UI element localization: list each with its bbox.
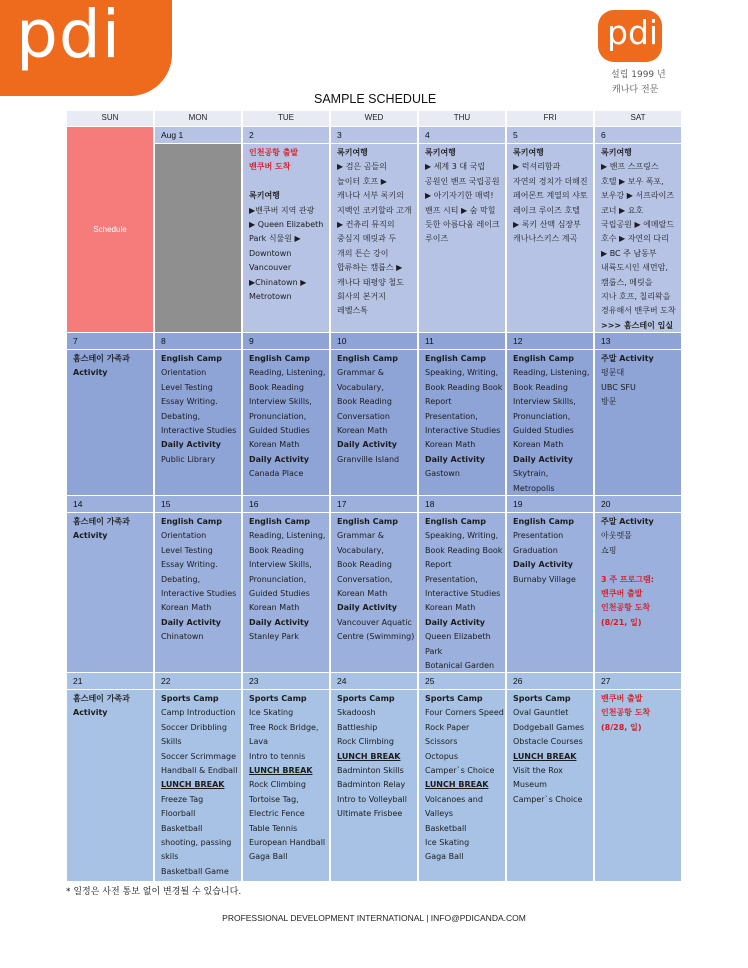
day-cell: [67, 513, 153, 672]
schedule-line: Reading, Listening,: [249, 531, 326, 541]
schedule-line: Vocabulary,: [337, 545, 384, 555]
schedule-line: Interactive Studies: [161, 589, 237, 599]
schedule-line: Interview Skills,: [249, 560, 312, 570]
pdi-logo-large: [0, 0, 172, 96]
day-number: 24: [331, 673, 417, 689]
schedule-line: Essay Writing.: [161, 397, 218, 407]
schedule-line: Canada Place: [249, 469, 304, 479]
day-number: 14: [67, 496, 153, 512]
day-cell: [419, 144, 505, 332]
schedule-line: 지나 호프, 칠리왁을: [601, 292, 671, 302]
schedule-line: Korean Math: [513, 440, 564, 450]
day-cell: [155, 350, 241, 495]
schedule-line: European Handball: [249, 838, 326, 848]
schedule-line: Graduation: [513, 545, 558, 555]
schedule-calendar: [66, 111, 682, 881]
schedule-line: Vancouver Aquatic: [337, 617, 412, 627]
schedule-line: Handball & Endball: [161, 766, 238, 776]
schedule-line: Reading, Listening,: [249, 368, 326, 378]
day-number: 4: [419, 127, 505, 143]
day-header-fri: FRI: [507, 111, 593, 126]
schedule-line: Sports Camp: [425, 694, 483, 703]
day-cell: [419, 350, 505, 495]
day-number: Aug 1: [155, 127, 241, 143]
schedule-line: 캠룹스, 메릿을: [601, 277, 653, 287]
schedule-line: Museum: [513, 780, 547, 790]
day-header-mon: MON: [155, 111, 241, 126]
schedule-line: 회사의 본거지: [337, 292, 386, 302]
day-number: 3: [331, 127, 417, 143]
schedule-line: Level Testing: [161, 382, 213, 392]
day-cell: [507, 144, 593, 332]
schedule-line: Pronunciation,: [249, 574, 307, 584]
schedule-line: Korean Math: [161, 603, 212, 613]
schedule-line: 보우강 ▶ 서프라이즈: [601, 191, 675, 201]
schedule-line: Book Reading Book: [425, 545, 503, 555]
schedule-line: 경유해서 밴쿠버 도착: [601, 306, 676, 316]
schedule-line: Sports Camp: [161, 694, 219, 703]
schedule-line: Interactive Studies: [425, 589, 501, 599]
schedule-line: LUNCH BREAK: [337, 751, 401, 761]
day-cell: [331, 690, 417, 881]
day-number: 13: [595, 333, 681, 349]
schedule-line: LUNCH BREAK: [161, 780, 225, 790]
schedule-line: Korean Math: [337, 589, 388, 599]
day-cell: [419, 690, 505, 881]
schedule-line: 레이크 루이즈 호텔: [513, 205, 580, 215]
schedule-line: English Camp: [161, 517, 222, 526]
schedule-line: Korean Math: [337, 426, 388, 436]
schedule-line: Soccer Scrimmage: [161, 751, 236, 761]
day-cell: [331, 144, 417, 332]
day-number: 5: [507, 127, 593, 143]
schedule-line: ▶ 아기자기한 매력!: [425, 191, 494, 201]
schedule-line: Vancouver: [249, 263, 292, 273]
day-number: 17: [331, 496, 417, 512]
schedule-line: Orientation: [161, 531, 207, 541]
day-cell: [155, 690, 241, 881]
schedule-line: Basketball Game: [161, 866, 229, 876]
schedule-line: Conversation,: [337, 574, 393, 584]
schedule-line: Public Library: [161, 454, 216, 464]
day-header-thu: THU: [419, 111, 505, 126]
day-cell: [243, 690, 329, 881]
schedule-line: English Camp: [513, 354, 574, 363]
schedule-line: 캐나다 서부 록키의: [337, 191, 404, 201]
schedule-line: LUNCH BREAK: [425, 780, 489, 790]
schedule-line: Dodgeball Games: [513, 722, 585, 732]
schedule-line: ▶Chinatown ▶: [249, 277, 307, 287]
schedule-line: Table Tennis: [249, 823, 298, 833]
schedule-line: 루이즈: [425, 234, 449, 244]
schedule-line: 내륙도시인 새먼암,: [601, 263, 668, 273]
schedule-line: 주말 Activity: [601, 354, 654, 363]
schedule-line: Grammar &: [337, 531, 384, 541]
schedule-line: Sports Camp: [337, 694, 395, 703]
specialty-line: 캐나다 전문: [612, 85, 659, 95]
schedule-line: English Camp: [337, 354, 398, 363]
day-number: 18: [419, 496, 505, 512]
schedule-line: Rock Climbing: [249, 780, 306, 790]
schedule-line: English Camp: [425, 354, 486, 363]
day-number: 2: [243, 127, 329, 143]
schedule-line: Obstacle Courses: [513, 737, 583, 747]
schedule-line: 홈스테이 가족과: [73, 517, 130, 526]
page-footer: PROFESSIONAL DEVELOPMENT INTERNATIONAL | INFO@PDICANDA.COM: [222, 913, 526, 923]
day-number: 22: [155, 673, 241, 689]
schedule-line: Electric Fence: [249, 809, 305, 819]
schedule-line: 방문: [601, 397, 617, 407]
day-header-wed: WED: [331, 111, 417, 126]
schedule-line: English Camp: [249, 354, 310, 363]
schedule-line: Burnaby Village: [513, 574, 576, 584]
day-number: 23: [243, 673, 329, 689]
schedule-line: 놀이터 호프 ▶: [337, 176, 387, 186]
schedule-line: Basketball: [425, 823, 467, 833]
day-cell: [595, 513, 681, 672]
day-header-sun: SUN: [67, 111, 153, 126]
schedule-line: 인천공항 도착: [601, 708, 651, 718]
schedule-line: Lava: [249, 737, 268, 747]
schedule-line: Badminton Relay: [337, 780, 406, 790]
day-header-sat: SAT: [595, 111, 681, 126]
schedule-line: 호수 ▶ 자연의 다리: [601, 234, 669, 244]
schedule-line: skils: [161, 852, 179, 862]
established-line: 설립 1999 년: [611, 70, 666, 80]
schedule-line: Botanical Garden: [425, 661, 495, 671]
schedule-line: 캐나다 태평양 철도: [337, 277, 404, 287]
schedule-line: Level Testing: [161, 545, 213, 555]
schedule-line: Four Corners Speed: [425, 708, 504, 718]
schedule-line: Volcanoes and: [425, 794, 483, 804]
schedule-line: Gastown: [425, 469, 460, 479]
schedule-line: 쇼핑: [601, 545, 617, 555]
schedule-line: Activity: [73, 368, 108, 378]
schedule-line: Guided Studies: [249, 426, 310, 436]
schedule-line: Chinatown: [161, 632, 204, 642]
schedule-line: LUNCH BREAK: [249, 766, 313, 776]
schedule-line: Interview Skills,: [513, 397, 576, 407]
schedule-line: 밴쿠버 도착: [249, 162, 291, 172]
schedule-line: Daily Activity: [425, 617, 486, 627]
schedule-line: Gaga Ball: [249, 852, 288, 862]
schedule-line: 홈스테이 가족과: [73, 354, 130, 363]
day-number: 27: [595, 673, 681, 689]
schedule-line: Daily Activity: [249, 617, 310, 627]
schedule-line: Camp Introduction: [161, 708, 236, 718]
schedule-line: Daily Activity: [513, 560, 574, 570]
schedule-line: [601, 558, 677, 572]
day-number: 25: [419, 673, 505, 689]
day-cell: [419, 513, 505, 672]
schedule-line: Queen Elizabeth: [425, 632, 491, 642]
schedule-line: Intro to tennis: [249, 751, 306, 761]
schedule-line: Rock Paper: [425, 722, 470, 732]
schedule-line: 듯한 아름다움 레이크: [425, 220, 500, 230]
schedule-line: Daily Activity: [249, 454, 310, 464]
schedule-line: Ice Skating: [425, 838, 470, 848]
schedule-line: Skills: [161, 737, 182, 747]
day-cell: [595, 690, 681, 881]
schedule-line: Book Reading: [249, 545, 304, 555]
schedule-line: Book Reading: [337, 560, 392, 570]
schedule-line: Activity: [73, 531, 108, 541]
schedule-line: Downtown: [249, 248, 292, 258]
schedule-line: Daily Activity: [337, 440, 398, 450]
schedule-line: 페어몬트 계열의 샤토: [513, 191, 588, 201]
schedule-line: Speaking, Writing,: [425, 368, 499, 378]
schedule-line: Metrotown: [249, 292, 292, 302]
schedule-line: 록키여행: [425, 148, 456, 157]
schedule-line: Soccer Dribbling: [161, 722, 227, 732]
schedule-line: Conversation: [337, 411, 390, 421]
schedule-line: [249, 175, 325, 189]
schedule-line: Centre (Swimming): [337, 632, 415, 642]
schedule-line: 중심지 메릿과 두: [337, 234, 397, 244]
schedule-line: Sports Camp: [249, 694, 307, 703]
schedule-line: Intro to Volleyball: [337, 794, 407, 804]
schedule-line: Report: [425, 397, 452, 407]
schedule-line: 록키여행: [337, 148, 368, 157]
schedule-line: Ultimate Frisbee: [337, 809, 403, 819]
schedule-line: 호텔 ▶ 보우 폭포,: [601, 176, 664, 186]
day-cell: [243, 350, 329, 495]
schedule-line: Reading, Listening,: [513, 368, 590, 378]
schedule-line: Korean Math: [249, 440, 300, 450]
day-number: 26: [507, 673, 593, 689]
schedule-line: ▶ Queen Elizabeth: [249, 220, 324, 230]
day-cell: [67, 690, 153, 881]
schedule-line: 국립공원 ▶ 에메랄드: [601, 220, 675, 230]
day-cell: [507, 690, 593, 881]
schedule-line: Daily Activity: [425, 454, 486, 464]
schedule-line: ▶밴쿠버 지역 관광: [249, 205, 315, 215]
schedule-line: Book Reading: [249, 382, 304, 392]
schedule-line: 록키여행: [513, 148, 544, 157]
schedule-line: Guided Studies: [513, 426, 574, 436]
schedule-line: 합류하는 캠룹스 ▶: [337, 263, 403, 273]
schedule-line: Book Reading: [513, 382, 568, 392]
schedule-line: Metropolis: [513, 483, 555, 493]
day-header-tue: TUE: [243, 111, 329, 126]
day-cell: [507, 513, 593, 672]
schedule-line: Korean Math: [249, 603, 300, 613]
day-cell: [507, 350, 593, 495]
day-cell: [155, 513, 241, 672]
schedule-line: Orientation: [161, 368, 207, 378]
day-cell: [595, 144, 681, 332]
schedule-line: 홈스테이 가족과: [73, 694, 130, 703]
schedule-line: ▶ 검은 곰들의: [337, 162, 387, 172]
schedule-line: Essay Writing.: [161, 560, 218, 570]
schedule-line: Book Reading: [337, 397, 392, 407]
schedule-line: Guided Studies: [249, 589, 310, 599]
schedule-line: shooting, passing: [161, 838, 232, 848]
day-cell: [67, 350, 153, 495]
schedule-line: >>> 홈스테이 입실: [601, 320, 674, 330]
schedule-line: Skytrain,: [513, 469, 549, 479]
schedule-line: Rock Climbing: [337, 737, 394, 747]
schedule-line: English Camp: [161, 354, 222, 363]
established-info: [611, 68, 666, 98]
day-cell: [331, 513, 417, 672]
logo-text: pdi: [16, 0, 122, 73]
day-number: 9: [243, 333, 329, 349]
schedule-line: Korean Math: [425, 603, 476, 613]
schedule-line: Presentation: [513, 531, 564, 541]
schedule-line: Grammar &: [337, 368, 384, 378]
day-number: 19: [507, 496, 593, 512]
day-number: 6: [595, 127, 681, 143]
schedule-line: LUNCH BREAK: [513, 751, 577, 761]
schedule-label: Schedule: [93, 225, 127, 234]
schedule-line: (8/21, 일): [601, 617, 642, 627]
schedule-line: English Camp: [513, 517, 574, 526]
day-number: 15: [155, 496, 241, 512]
schedule-line: Pronunciation,: [513, 411, 571, 421]
schedule-line: 3 주 프로그램:: [601, 574, 654, 584]
day-cell: [243, 513, 329, 672]
schedule-line: 밴쿠버 출발: [601, 589, 643, 599]
schedule-line: Granville Island: [337, 454, 400, 464]
day-cell: [595, 350, 681, 495]
schedule-line: ▶ 세계 3 대 국립: [425, 162, 486, 172]
schedule-line: Camper`s Choice: [513, 794, 583, 804]
schedule-line: 캐나나스키스 계곡: [513, 234, 578, 244]
schedule-line: Park: [425, 646, 443, 656]
day-cell: [243, 144, 329, 332]
schedule-line: Valleys: [425, 809, 454, 819]
schedule-line: Basketball: [161, 823, 203, 833]
schedule-line: 지백인 코키할라 고개: [337, 205, 412, 215]
schedule-line: English Camp: [249, 517, 310, 526]
schedule-line: Debating,: [161, 411, 201, 421]
schedule-line: Gaga Ball: [425, 852, 464, 862]
day-number: 21: [67, 673, 153, 689]
schedule-line: Activity: [73, 708, 108, 718]
day-number: 10: [331, 333, 417, 349]
schedule-line: Stanley Park: [249, 632, 299, 642]
schedule-line: Report: [425, 560, 452, 570]
day-number: 20: [595, 496, 681, 512]
schedule-label-cell: [67, 127, 153, 332]
schedule-line: ▶ 럭셔리함과: [513, 162, 561, 172]
schedule-line: 인천공항 도착: [601, 603, 651, 613]
schedule-line: 공원인 밴프 국립공원: [425, 176, 500, 186]
schedule-line: Sports Camp: [513, 694, 571, 703]
schedule-line: English Camp: [425, 517, 486, 526]
schedule-line: 주말 Activity: [601, 517, 654, 526]
schedule-line: 아웃렛몰: [601, 531, 632, 541]
day-number: 11: [419, 333, 505, 349]
schedule-line: Badminton Skills: [337, 766, 404, 776]
disclaimer-note: * 일정은 사전 통보 없이 변경될 수 있습니다.: [66, 887, 242, 897]
day-number: 16: [243, 496, 329, 512]
schedule-line: Floorball: [161, 809, 196, 819]
schedule-line: Scissors: [425, 737, 458, 747]
schedule-line: Camper`s Choice: [425, 766, 495, 776]
schedule-line: Book Reading Book: [425, 382, 503, 392]
schedule-line: ▶ BC 주 남동부: [601, 248, 657, 258]
schedule-line: 자연의 경치가 더해진: [513, 176, 588, 186]
schedule-line: Presentation,: [425, 574, 478, 584]
schedule-line: ▶ 밴프 스프링스: [601, 162, 659, 172]
schedule-line: Ice Skating: [249, 708, 294, 718]
schedule-line: Park 식물원 ▶: [249, 234, 301, 244]
schedule-line: Freeze Tag: [161, 794, 204, 804]
schedule-line: 레벨스톡: [337, 306, 368, 316]
schedule-line: Battleship: [337, 722, 378, 732]
schedule-line: 개의 튼슨 강이: [337, 248, 389, 258]
schedule-line: Daily Activity: [161, 440, 222, 450]
schedule-line: 코너 ▶ 요호: [601, 205, 644, 215]
schedule-line: UBC SFU: [601, 382, 636, 392]
schedule-line: (8/28, 일): [601, 722, 642, 732]
schedule-line: Oval Gauntlet: [513, 708, 569, 718]
schedule-line: 밴프 시티 ▶ 숨 막힐: [425, 205, 496, 215]
schedule-line: Interactive Studies: [425, 426, 501, 436]
schedule-line: Daily Activity: [337, 603, 398, 613]
schedule-line: Daily Activity: [161, 617, 222, 627]
pdi-logo-small: [598, 10, 662, 62]
schedule-line: Pronunciation,: [249, 411, 307, 421]
schedule-line: Tortoise Tag,: [249, 794, 299, 804]
schedule-line: Interview Skills,: [249, 397, 312, 407]
schedule-line: 인천공항 출발: [249, 148, 299, 157]
schedule-line: Korean Math: [425, 440, 476, 450]
day-number: 8: [155, 333, 241, 349]
logo-small-text: pdi: [607, 13, 659, 52]
empty-day-cell: [155, 144, 241, 332]
schedule-line: 록키여행: [601, 148, 632, 157]
schedule-line: Speaking, Writing,: [425, 531, 499, 541]
day-cell: [331, 350, 417, 495]
schedule-line: Daily Activity: [513, 454, 574, 464]
schedule-line: Vocabulary,: [337, 382, 384, 392]
page-title: SAMPLE SCHEDULE: [314, 92, 437, 106]
schedule-line: Tree Rock Bridge,: [249, 722, 319, 732]
schedule-line: English Camp: [337, 517, 398, 526]
schedule-line: Octopus: [425, 751, 459, 761]
schedule-line: ▶ 록키 산맥 심장부: [513, 220, 581, 230]
schedule-line: Debating,: [161, 574, 201, 584]
schedule-line: 밴쿠버 출발: [601, 694, 643, 703]
schedule-line: Visit the Rox: [513, 766, 563, 776]
schedule-line: 평문대: [601, 368, 625, 378]
schedule-line: Interactive Studies: [161, 426, 237, 436]
schedule-line: Presentation,: [425, 411, 478, 421]
day-number: 12: [507, 333, 593, 349]
schedule-line: Skadoosh: [337, 708, 376, 718]
schedule-line: 록키여행: [249, 191, 280, 201]
schedule-line: ▶ 컨츄리 뮤직의: [337, 220, 395, 230]
day-number: 7: [67, 333, 153, 349]
